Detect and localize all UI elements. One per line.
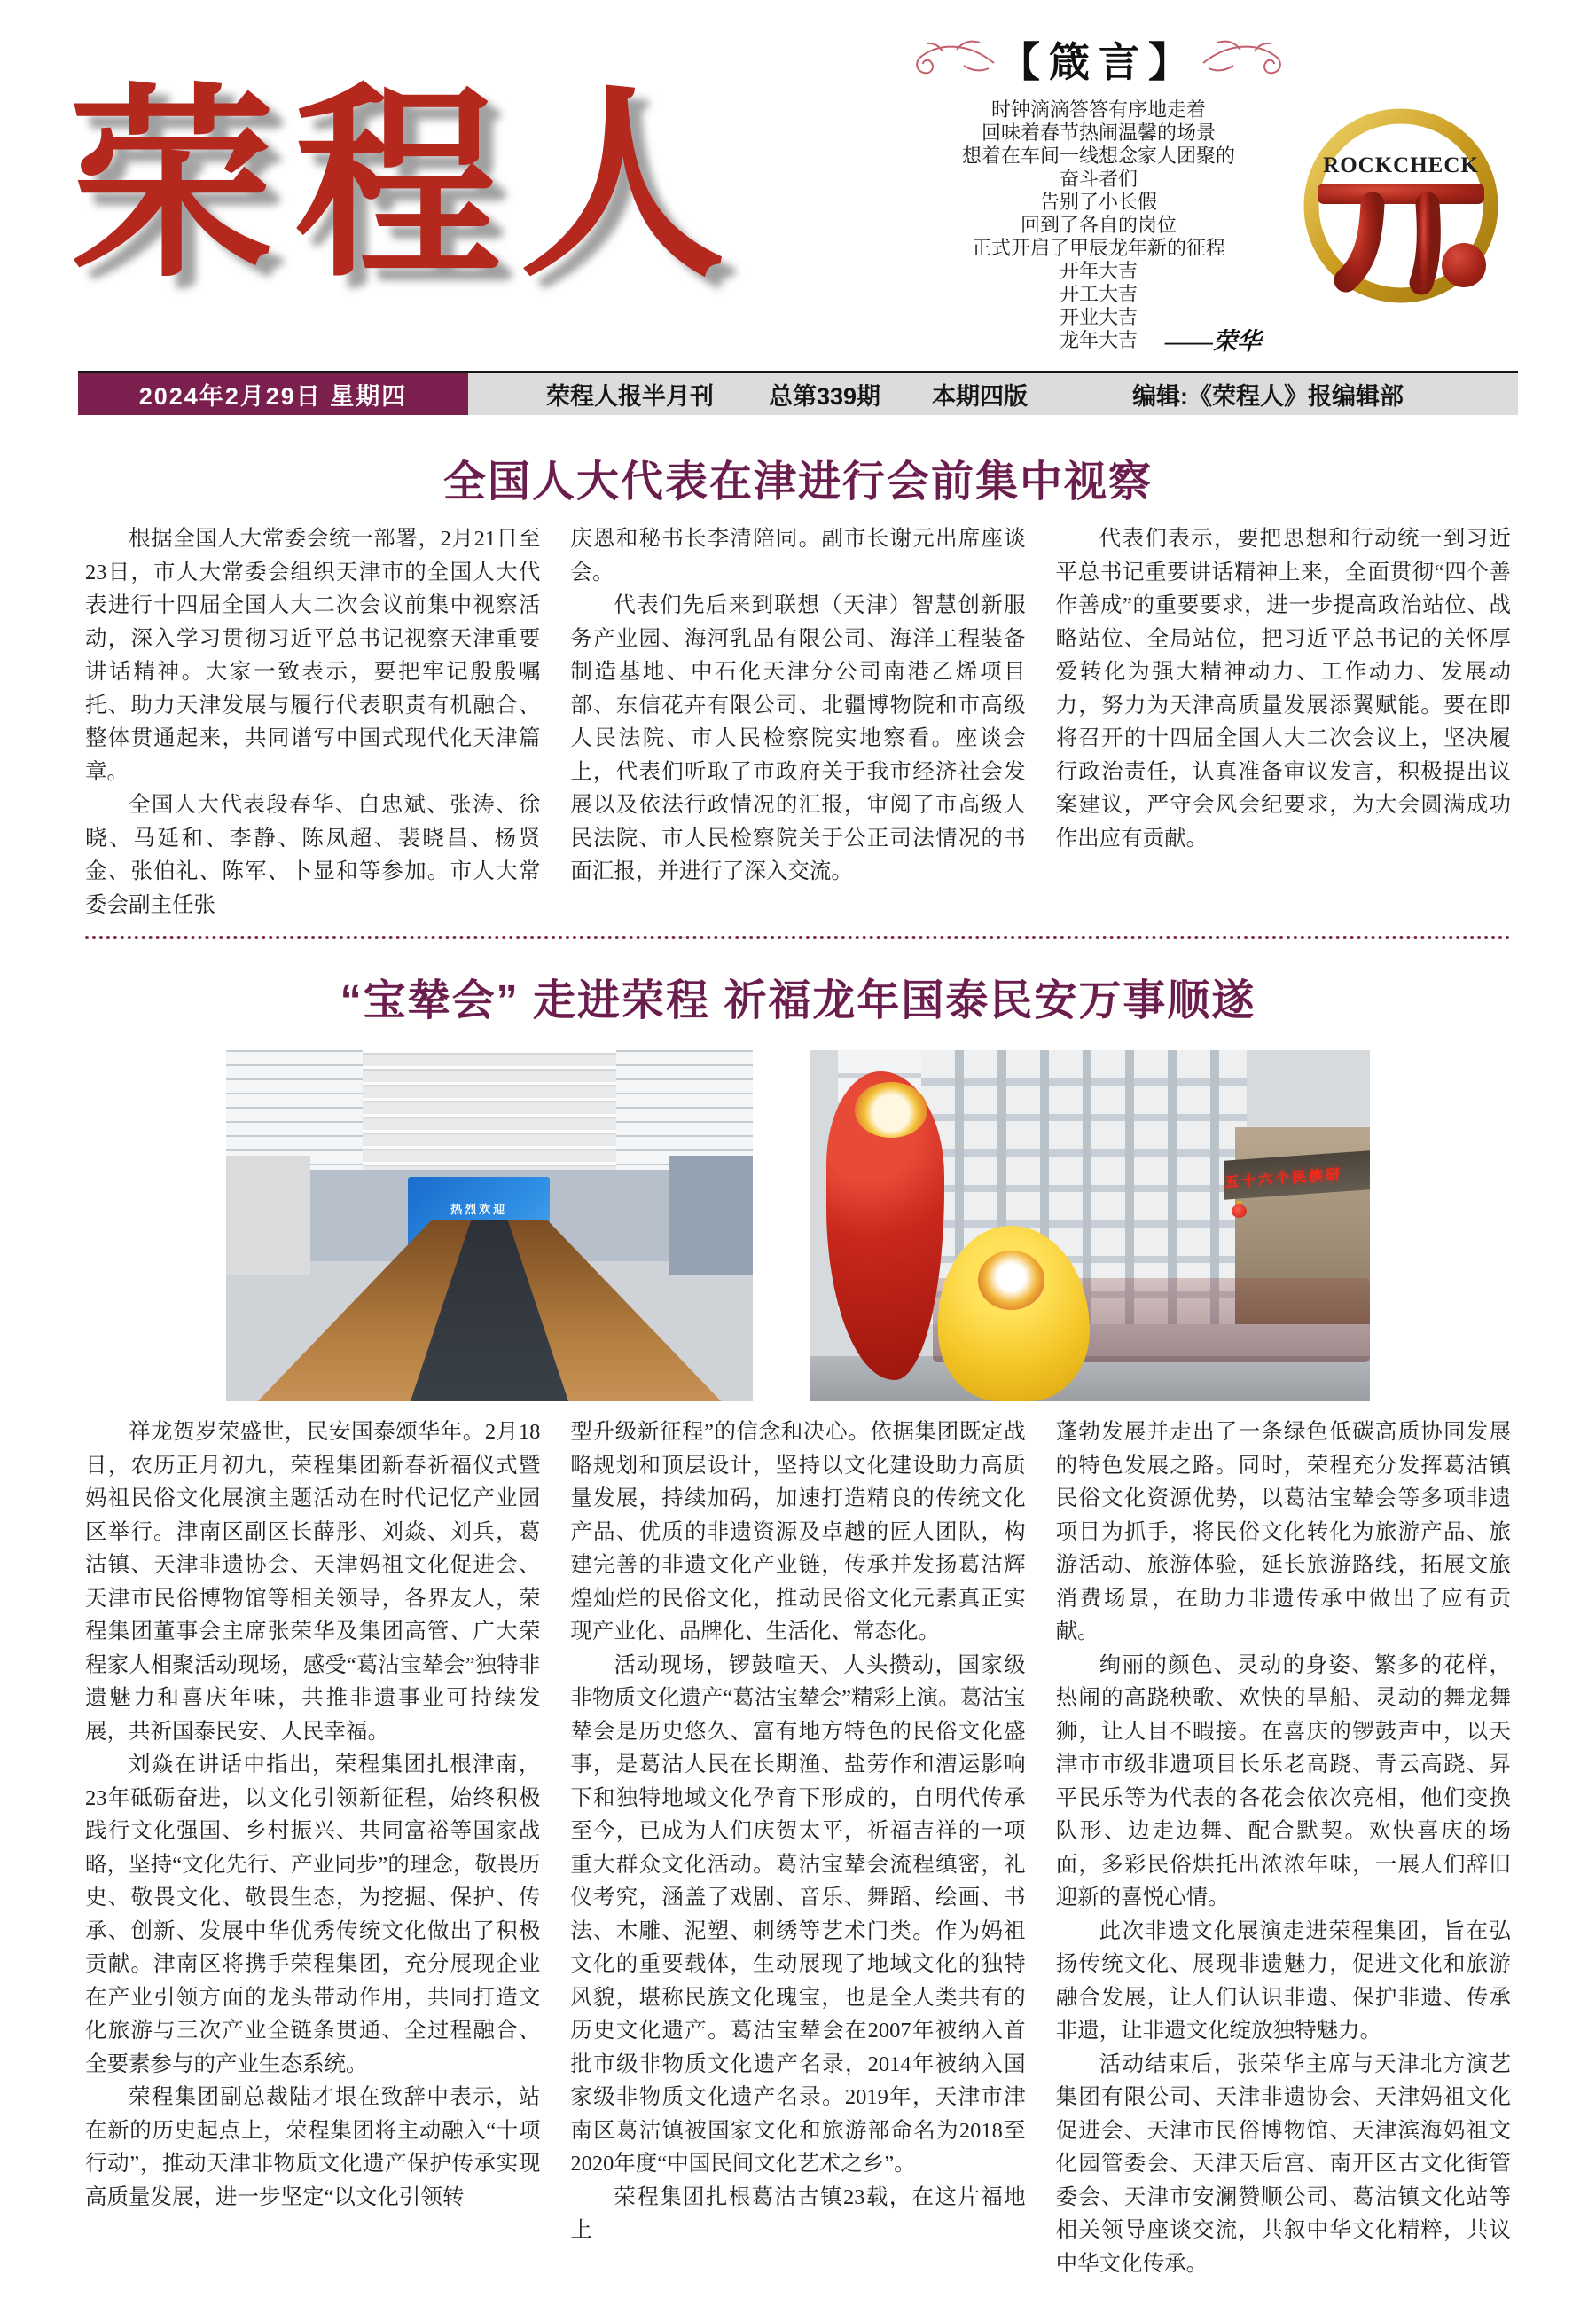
paragraph: 荣程集团扎根葛沽古镇23载，在这片福地上: [570, 2184, 1026, 2242]
proverb-line: 开工大吉: [1059, 284, 1138, 306]
logo-pi-right-leg: [1421, 204, 1428, 283]
paragraph: 全国人大代表段春华、白忠斌、张涛、徐晓、马延和、李静、陈凤超、裴晓昌、杨贤金、张伯礼、陈军、卜显和等参加。市人大常委会副主任张: [85, 793, 541, 917]
paragraph: 蓬勃发展并走出了一条绿色低碳高质协同发展的特色发展之路。同时，荣程充分发挥葛沽镇民俗文化资源优势，以葛沽宝辇会等多项非遗项目为抓手，将民俗文化转化为旅游产品、旅游活动、旅游体验，延长旅游路线，拓展文旅消费场景，在助力非遗传承中做出了应有贡献。: [1055, 1420, 1511, 1643]
article1-column-1: [85, 522, 540, 923]
paragraph: 祥龙贺岁荣盛世，民安国泰颂华年。2月18日，农历正月初九，荣程集团新春祈福仪式暨妈祖民俗文化展演主题活动在时代记忆产业园区举行。津南区副区长薛彤、刘焱、刘兵，葛沽镇、天津非遗协会、天津妈祖文化促进会、天津市民俗博物馆等相关领导，各界友人，荣程集团董事会主席张荣华及集团高管、广大荣程家人相聚活动现场，感受“葛沽宝辇会”独特非遗魅力和喜庆年味，共推非遗事业可持续发展，共祈国泰民安、人民幸福。: [85, 1420, 541, 1744]
logo-pi-bar: [1318, 184, 1484, 204]
article2-column-3: [1056, 1416, 1511, 2280]
red-lion-face: [855, 1082, 927, 1138]
paragraph: 活动结束后，张荣华主席与天津北方演艺集团有限公司、天津非遗协会、天津妈祖文化促进会、天津市民俗博物馆、天津滨海妈祖文化园管委会、天津天后宫、南开区古文化街管委会、天津市安澜赞顺公司、葛沽镇文化站等相关领导座谈交流，共叙中华文化精粹，共议中华文化传承。: [1055, 2051, 1511, 2276]
paragraph: 代表们先后来到联想（天津）智慧创新服务产业园、海河乳品有限公司、海洋工程装备制造基地、中石化天津分公司南港乙烯项目部、东信花卉有限公司、北疆博物院和市高级人民法院、市人民检察院实地察看。座谈会上，代表们听取了市政府关于我市经济社会发展以及依法行政情况的汇报，审阅了市高级人民法院、市人民检察院关于公正司法情况的书面汇报，并进行了深入交流。: [570, 593, 1026, 883]
logo-dot: [1442, 243, 1486, 287]
proverb-title: 【箴言】: [999, 40, 1198, 85]
conference-right-wall: [669, 1156, 753, 1275]
newspaper-title: 荣程人: [69, 63, 746, 305]
dateline-editor: 编辑:《荣程人》报编辑部: [1132, 383, 1404, 410]
dateline-issue: 总第339期: [769, 383, 881, 410]
section-divider: [85, 936, 1511, 939]
dateline-bar: [78, 371, 1518, 415]
proverb-line: 回味着春节热闹温馨的场景: [981, 122, 1216, 145]
proverb-line: 开业大吉: [1059, 307, 1138, 329]
paragraph: 荣程集团副总裁陆才垠在致辞中表示，站在新的历史起点上，荣程集团将主动融入“十项行动”，推动天津非物质文化遗产保护传承实现高质量发展，进一步坚定“以文化引领转: [85, 2085, 541, 2209]
article2-title: “宝辇会” 走进荣程 祈福龙年国泰民安万事顺遂: [340, 977, 1256, 1024]
led-sign: 五十六个民族研: [1224, 1166, 1342, 1191]
proverb-signature: ——荣华: [1165, 328, 1261, 355]
paragraph: 绚丽的颜色、灵动的身姿、繁多的花样，热闹的高跷秧歌、欢快的旱船、灵动的舞龙舞狮，让人目不暇接。在喜庆的锣鼓声中，以天津市市级非遗项目长乐老高跷、青云高跷、昇平民乐等为代表的各花会依次亮相，他们变换队形、边走边舞、配合默契。欢快喜庆的场面，多彩民俗烘托出浓浓年味，一展人们辞旧迎新的喜悦心情。: [1055, 1652, 1511, 1910]
proverb-line: 奋斗者们: [1059, 169, 1138, 191]
masthead: [0, 0, 1596, 371]
paragraph: 代表们表示，要把思想和行动统一到习近平总书记重要讲话精神上来，全面贯彻“四个善作善成”的重要要求，进一步提高政治站位、战略站位、全局站位，把习近平总书记的关怀厚爱转化为强大精神动力、工作动力、发展动力，努力为天津高质量发展添翼赋能。要在即将召开的十四届全国人大二次会议上，坚决履行政治责任，认真准备审议发言，积极提出议案建议，严守会风会纪要求，为大会圆满成功作出应有贡献。: [1055, 527, 1511, 851]
dateline-date: 2024年2月29日 星期四: [78, 373, 468, 415]
paragraph: 型升级新征程”的信念和决心。依据集团既定战略规划和顶层设计，坚持以文化建设助力高质量发展，持续加码，加速打造精良的传统文化产品、优质的非遗资源及卓越的匠人团队，构建完善的非遗文化产业链，传承并发扬葛沽辉煌灿烂的民俗文化，推动民俗文化元素真正实现产业化、品牌化、生活化、常态化。: [570, 1420, 1026, 1643]
conference-ceiling-panel: [363, 1050, 615, 1170]
article2-column-2: [570, 1416, 1025, 2280]
proverb-line: 开年大吉: [1059, 261, 1138, 283]
proverb-lines: [885, 99, 1312, 353]
rockcheck-logo: [1295, 99, 1507, 312]
proverb-line: 时钟滴滴答答有序地走着: [990, 99, 1206, 122]
proverb-line: 正式开启了甲辰龙年新的征程: [971, 238, 1225, 260]
paragraph: 庆恩和秘书长李清陪同。副市长谢元出席座谈会。: [570, 527, 1026, 584]
dateline-edition: 本期四版: [932, 383, 1029, 410]
logo-wordmark: ROCKCHECK: [1323, 153, 1479, 177]
article1-columns: [85, 522, 1511, 923]
paragraph: 刘焱在讲话中指出，荣程集团扎根津南，23年砥砺奋进，以文化引领新征程，始终积极践行文化强国、乡村振兴、共同富裕等国家战略，坚持“文化先行、产业同步”的理念，敬畏历史、敬畏文化、敬畏生态，为挖掘、保护、传承、创新、发展中华优秀传统文化做出了积极贡献。津南区将携手荣程集团，充分展现企业在产业引领方面的龙头带动作用，共同打造文化旅游与三次产业全链条贯通、全过程融合、全要素参与的产业生态系统。: [85, 1753, 541, 2076]
proverb-line: 回到了各自的岗位: [1020, 215, 1177, 237]
dateline-publication: 荣程人报半月刊: [546, 383, 714, 410]
conference-photo: [226, 1050, 753, 1401]
yellow-lion-face: [978, 1251, 1045, 1310]
dateline-info: [468, 373, 1518, 415]
article2-columns: [85, 1416, 1511, 2306]
proverb-header: [885, 30, 1312, 89]
proverb-line: 告别了小长假: [1039, 192, 1157, 214]
welcome-screen-line: 热烈欢迎: [450, 1202, 508, 1216]
proverb-box: [885, 30, 1312, 353]
paragraph: 此次非遗文化展演走进荣程集团，旨在弘扬传统文化、展现非遗魅力，促进文化和旅游融合发展，让人们认识非遗、保护非遗、传承非遗，让非遗文化绽放独特魅力。: [1055, 1918, 1511, 2043]
flourish-left-icon: [911, 36, 996, 82]
flourish-right-icon: [1201, 36, 1287, 82]
article1-column-3: [1056, 522, 1511, 923]
proverb-line: 想着在车间一线想念家人团聚的: [961, 145, 1235, 168]
article2-column-1: [85, 1416, 540, 2280]
paragraph: 根据全国人大常委会统一部署，2月21日至23日，市人大常委会组织天津市的全国人大代表进行十四届全国人大二次会议前集中视察活动，深入学习贯彻习近平总书记视察天津重要讲话精神。大家一致表示，要把牢记殷殷嘱托、助力天津发展与履行代表职责有机融合、整体贯通起来，共同谱写中国式现代化天津篇章。: [85, 527, 541, 784]
article1-column-2: [570, 522, 1025, 923]
lion-dance-photo: [810, 1050, 1370, 1401]
article1-title: 全国人大代表在津进行会前集中视察: [442, 459, 1153, 506]
rockcheck-logo-icon: [1295, 99, 1507, 312]
paragraph: 活动现场，锣鼓喧天、人头攒动，国家级非物质文化遗产“葛沽宝辇会”精彩上演。葛沽宝辇会是历史悠久、富有地方特色的民俗文化盛事，是葛沽人民在长期渔、盐劳作和漕运影响下和独特地域文化孕育下形成的，自明代传承至今，已成为人们庆贺太平，祈福吉祥的一项重大群众文化活动。葛沽宝辇会流程缜密，礼仪考究，涵盖了戏剧、音乐、舞蹈、绘画、书法、木雕、泥塑、刺绣等艺术门类。作为妈祖文化的重要载体，生动展现了地域文化的独特风貌，堪称民族文化瑰宝，也是全人类共有的历史文化遗产。葛沽宝辇会在2007年被纳入首批市级非物质文化遗产名录，2014年被纳入国家级非物质文化遗产名录。2019年，天津市津南区葛沽镇被国家文化和旅游部命名为2018至2020年度“中国民间文化艺术之乡”。: [570, 1652, 1026, 2176]
proverb-line: 龙年大吉: [1059, 330, 1138, 352]
conference-left-wall: [226, 1156, 310, 1275]
article2-photos: [0, 1050, 1596, 1401]
